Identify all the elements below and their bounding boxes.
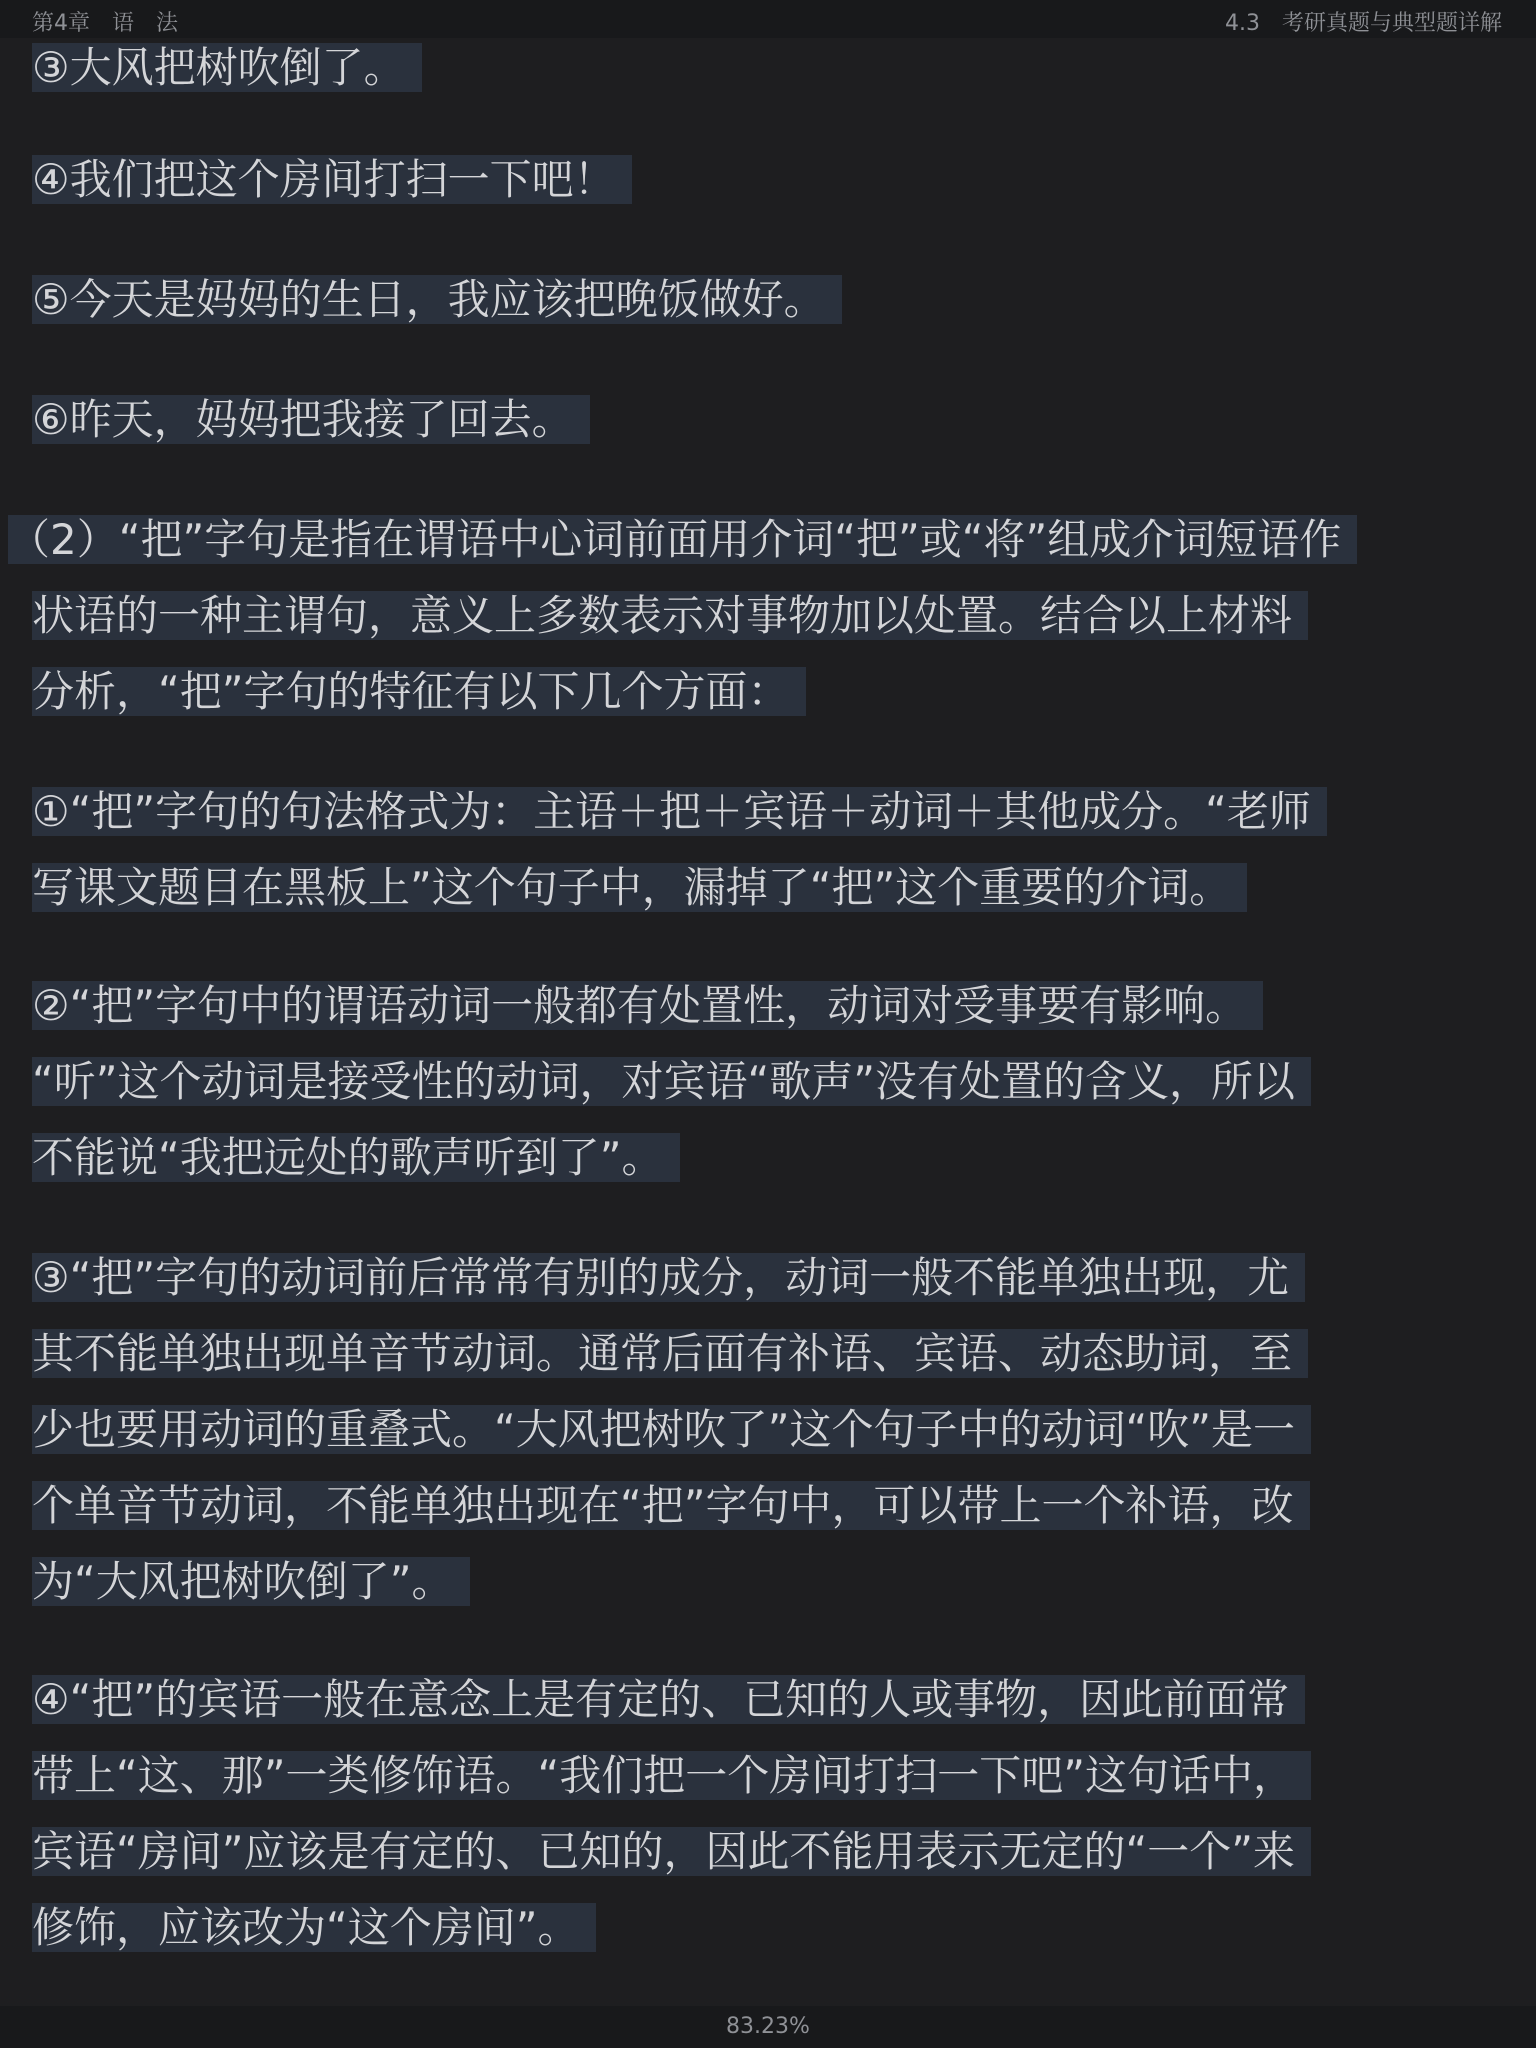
text-line[interactable] (32, 784, 1327, 840)
reader-header (0, 0, 1536, 38)
highlighted-text[interactable]: 分析，“把”字句的特征有以下几个方面： (32, 667, 806, 716)
text-line[interactable] (8, 512, 1357, 568)
text-line[interactable] (32, 152, 632, 208)
highlighted-text[interactable]: ④我们把这个房间打扫一下吧！ (32, 155, 632, 204)
highlighted-text[interactable]: 少也要用动词的重叠式。“大风把树吹了”这个句子中的动词“吹”是一 (32, 1405, 1311, 1454)
chapter-title: 第4章 语 法 (32, 11, 178, 36)
highlighted-text[interactable]: ⑤今天是妈妈的生日，我应该把晚饭做好。 (32, 275, 842, 324)
text-line[interactable] (32, 1250, 1305, 1306)
text-line[interactable] (32, 1130, 680, 1186)
highlighted-text[interactable]: 状语的一种主谓句，意义上多数表示对事物加以处置。结合以上材料 (32, 591, 1308, 640)
text-line[interactable] (32, 588, 1308, 644)
highlighted-text[interactable]: ①“把”字句的句法格式为：主语＋把＋宾语＋动词＋其他成分。“老师 (32, 787, 1327, 836)
text-line[interactable] (32, 1402, 1311, 1458)
highlighted-text[interactable]: ③大风把树吹倒了。 (32, 43, 422, 92)
highlighted-text[interactable]: ⑥昨天，妈妈把我接了回去。 (32, 395, 590, 444)
highlighted-text[interactable]: 不能说“我把远处的歌声听到了”。 (32, 1133, 680, 1182)
text-line[interactable] (32, 1900, 596, 1956)
text-line[interactable] (32, 978, 1263, 1034)
section-title: 4.3 考研真题与典型题详解 (1225, 11, 1502, 36)
reader-footer (0, 2006, 1536, 2048)
highlighted-text[interactable]: ③“把”字句的动词前后常常有别的成分，动词一般不能单独出现，尤 (32, 1253, 1305, 1302)
text-line[interactable] (32, 664, 806, 720)
text-line[interactable] (32, 1554, 470, 1610)
text-line[interactable] (32, 40, 422, 96)
reader-page[interactable] (0, 38, 1536, 2006)
text-line[interactable] (32, 1748, 1311, 1804)
text-line[interactable] (32, 1478, 1310, 1534)
highlighted-text[interactable]: 个单音节动词，不能单独出现在“把”字句中，可以带上一个补语，改 (32, 1481, 1310, 1530)
highlighted-text[interactable]: 宾语“房间”应该是有定的、已知的，因此不能用表示无定的“一个”来 (32, 1827, 1311, 1876)
reading-progress: 83.23% (726, 2014, 810, 2039)
highlighted-text[interactable]: 为“大风把树吹倒了”。 (32, 1557, 470, 1606)
text-line[interactable] (32, 392, 590, 448)
highlighted-text[interactable]: ②“把”字句中的谓语动词一般都有处置性，动词对受事要有影响。 (32, 981, 1263, 1030)
text-line[interactable] (32, 1672, 1305, 1728)
text-line[interactable] (32, 860, 1247, 916)
highlighted-text[interactable]: 修饰，应该改为“这个房间”。 (32, 1903, 596, 1952)
highlighted-text[interactable]: 其不能单独出现单音节动词。通常后面有补语、宾语、动态助词，至 (32, 1329, 1308, 1378)
text-line[interactable] (32, 1326, 1308, 1382)
highlighted-text[interactable]: 带上“这、那”一类修饰语。“我们把一个房间打扫一下吧”这句话中， (32, 1751, 1311, 1800)
highlighted-text[interactable]: 写课文题目在黑板上”这个句子中，漏掉了“把”这个重要的介词。 (32, 863, 1247, 912)
highlighted-text[interactable]: （2）“把”字句是指在谓语中心词前面用介词“把”或“将”组成介词短语作 (8, 515, 1357, 564)
highlighted-text[interactable]: “听”这个动词是接受性的动词，对宾语“歌声”没有处置的含义，所以 (32, 1057, 1311, 1106)
highlighted-text[interactable]: ④“把”的宾语一般在意念上是有定的、已知的人或事物，因此前面常 (32, 1675, 1305, 1724)
text-line[interactable] (32, 272, 842, 328)
text-line[interactable] (32, 1824, 1311, 1880)
text-line[interactable] (32, 1054, 1311, 1110)
